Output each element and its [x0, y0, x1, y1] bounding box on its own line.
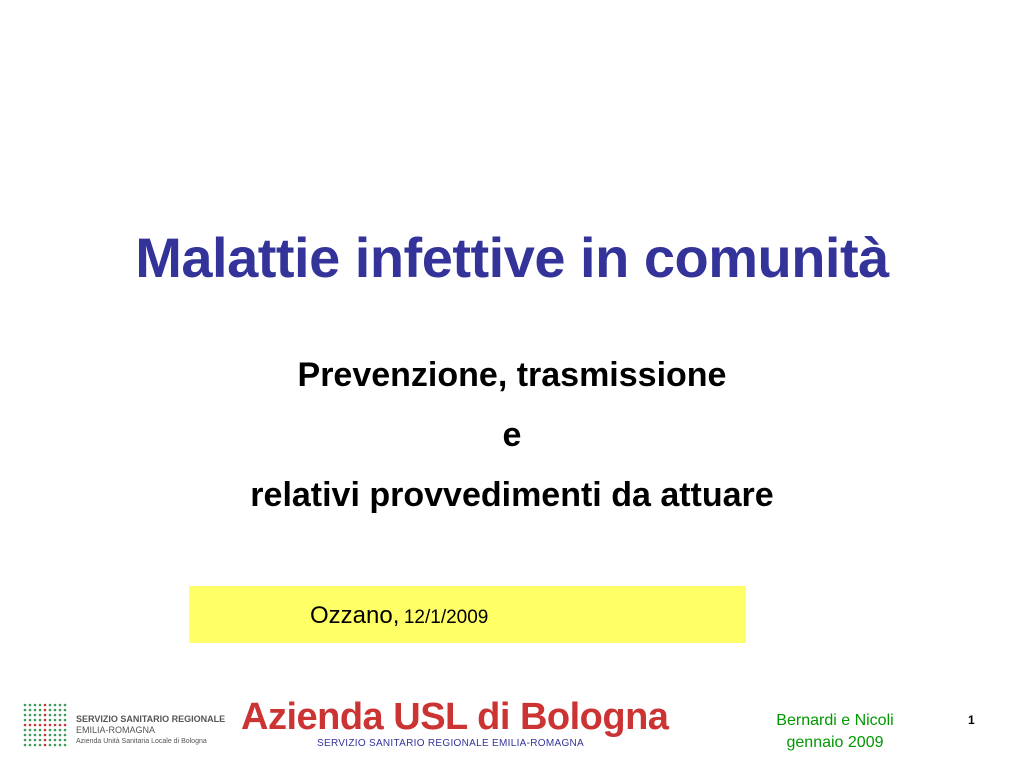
logo-dot: [44, 744, 47, 747]
ssr-logo-line-1: SERVIZIO SANITARIO REGIONALE: [76, 714, 226, 724]
logo-dot: [24, 714, 27, 717]
logo-dot: [44, 714, 47, 717]
logo-dot: [44, 734, 47, 737]
logo-dot: [24, 709, 27, 712]
logo-dot: [64, 739, 67, 742]
logo-dot: [44, 729, 47, 732]
logo-dot: [34, 714, 37, 717]
logo-dot: [54, 704, 57, 707]
page-number: 1: [968, 713, 975, 727]
logo-dot: [64, 704, 67, 707]
logo-dot: [24, 719, 27, 722]
logo-dot: [34, 729, 37, 732]
subtitle-line-2: e: [502, 416, 522, 454]
logo-dot: [59, 704, 62, 707]
logo-dot: [39, 709, 42, 712]
logo-dot: [54, 714, 57, 717]
logo-dot: [24, 744, 27, 747]
logo-dot: [64, 724, 67, 727]
logo-dot: [59, 734, 62, 737]
date-label: 12/1/2009: [403, 607, 489, 628]
logo-dot: [44, 724, 47, 727]
logo-dot: [29, 704, 32, 707]
logo-dot: [34, 734, 37, 737]
logo-dot: [49, 709, 52, 712]
ssr-logo-line-2: EMILIA-ROMAGNA: [76, 725, 156, 735]
date-highlight-box: [189, 586, 746, 643]
logo-dot: [44, 719, 47, 722]
logo-dot: [59, 724, 62, 727]
logo-dot: [29, 744, 32, 747]
logo-dot: [39, 719, 42, 722]
logo-dot: [29, 709, 32, 712]
subtitle-line-1: Prevenzione, trasmissione: [297, 356, 727, 394]
logo-dot: [44, 709, 47, 712]
logo-dot: [39, 729, 42, 732]
logo-dot: [39, 734, 42, 737]
logo-dot: [49, 714, 52, 717]
ausl-logo-subtitle: SERVIZIO SANITARIO REGIONALE EMILIA-ROMAGNA: [317, 738, 585, 749]
logo-dot: [59, 714, 62, 717]
logo-dot: [34, 719, 37, 722]
logo-dot: [64, 729, 67, 732]
logo-dot: [29, 719, 32, 722]
logo-dot: [34, 744, 37, 747]
logo-dot: [59, 744, 62, 747]
location-label: Ozzano,: [310, 602, 400, 629]
logo-dot: [54, 729, 57, 732]
logo-dot: [64, 709, 67, 712]
logo-dot: [54, 734, 57, 737]
logo-dot: [29, 734, 32, 737]
subtitle-line-3: relativi provvedimenti da attuare: [250, 476, 774, 514]
logo-dot: [49, 744, 52, 747]
logo-dot: [39, 704, 42, 707]
logo-dot: [49, 739, 52, 742]
ausl-logo-name: Azienda USL di Bologna: [241, 696, 669, 738]
location-date: [310, 602, 488, 630]
ssr-dot-grid-icon: [22, 702, 68, 748]
logo-dot: [24, 734, 27, 737]
logo-dot: [39, 744, 42, 747]
logo-dot: [29, 739, 32, 742]
logo-dot: [44, 704, 47, 707]
logo-dot: [24, 704, 27, 707]
logo-dot: [59, 719, 62, 722]
logo-dot: [64, 744, 67, 747]
slide-subtitle: [0, 345, 1024, 525]
logo-dot: [39, 714, 42, 717]
ssr-logo-line-3: Azienda Unità Sanitaria Locale di Bologna: [76, 738, 207, 745]
logo-dot: [49, 734, 52, 737]
logo-dot: [64, 714, 67, 717]
logo-dot: [64, 719, 67, 722]
logo-dot: [34, 724, 37, 727]
ssr-logo: [22, 702, 242, 752]
logo-dot: [54, 719, 57, 722]
logo-dot: [59, 739, 62, 742]
logo-dot: [44, 739, 47, 742]
logo-dot: [24, 739, 27, 742]
logo-dot: [29, 729, 32, 732]
logo-dot: [34, 704, 37, 707]
logo-dot: [59, 729, 62, 732]
logo-dot: [59, 709, 62, 712]
logo-dot: [49, 729, 52, 732]
logo-dot: [54, 724, 57, 727]
logo-dot: [54, 744, 57, 747]
logo-dot: [39, 739, 42, 742]
logo-dot: [64, 734, 67, 737]
logo-dot: [29, 714, 32, 717]
author-date: gennaio 2009: [786, 734, 884, 751]
logo-dot: [24, 724, 27, 727]
logo-dot: [54, 739, 57, 742]
logo-dot: [24, 729, 27, 732]
author-credit: [740, 710, 930, 754]
logo-dot: [54, 709, 57, 712]
logo-dot: [49, 704, 52, 707]
ausl-bologna-logo: [241, 694, 691, 754]
logo-dot: [34, 709, 37, 712]
logo-dot: [29, 724, 32, 727]
author-names: Bernardi e Nicoli: [776, 712, 894, 729]
logo-dot: [39, 724, 42, 727]
logo-dot: [49, 719, 52, 722]
slide-title: Malattie infettive in comunità: [135, 226, 889, 289]
logo-dot: [49, 724, 52, 727]
logo-dot: [34, 739, 37, 742]
